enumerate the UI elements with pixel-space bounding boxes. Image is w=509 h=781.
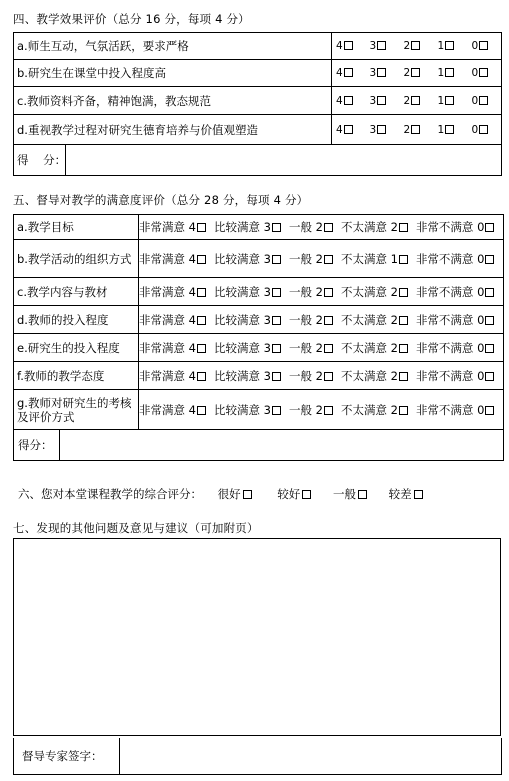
score-value: 3 <box>369 94 377 107</box>
score-option[interactable] <box>332 60 366 87</box>
checkbox[interactable] <box>272 344 281 353</box>
rating-label: 比较满意 3 <box>213 284 271 299</box>
rating-label: 非常不满意 0 <box>415 340 485 355</box>
rating-option[interactable] <box>214 403 281 417</box>
rating-label: 非常不满意 0 <box>415 251 485 266</box>
rating-label: 非常满意 4 <box>139 402 196 417</box>
checkbox[interactable] <box>485 255 494 264</box>
criterion-label: c.教师资料齐备，精神饱满，教态规范 <box>14 87 332 115</box>
checkbox[interactable] <box>414 490 423 499</box>
rating-label: 一般 2 <box>288 312 323 327</box>
checkbox[interactable] <box>272 316 281 325</box>
checkbox[interactable] <box>197 406 206 415</box>
rating-option[interactable] <box>214 313 281 327</box>
section6-title: 六、您对本堂课程教学的综合评分： <box>18 487 202 501</box>
score-option[interactable] <box>400 87 434 115</box>
rating-option[interactable] <box>289 285 333 299</box>
checkbox[interactable] <box>479 96 488 105</box>
score-option[interactable] <box>434 60 468 87</box>
score-option[interactable] <box>332 33 366 60</box>
rating-option[interactable] <box>139 313 206 327</box>
rating-label: 非常满意 4 <box>139 368 196 383</box>
checkbox[interactable] <box>324 372 333 381</box>
score-value: 2 <box>403 123 411 136</box>
checkbox[interactable] <box>399 316 408 325</box>
rating-label: 一般 2 <box>288 220 323 234</box>
checkbox[interactable] <box>302 490 311 499</box>
rating-label: 非常满意 4 <box>139 312 196 327</box>
criterion-label: e.研究生的投入程度 <box>14 334 139 362</box>
signature-field[interactable] <box>120 738 502 774</box>
checkbox[interactable] <box>399 223 408 232</box>
signature-label: 督导专家签字： <box>14 738 120 774</box>
score-value: 2 <box>403 67 411 79</box>
checkbox[interactable] <box>324 255 333 264</box>
checkbox[interactable] <box>344 125 353 134</box>
score-option[interactable] <box>434 87 468 115</box>
rating-option[interactable] <box>139 220 206 234</box>
rating-label: 不太满意 2 <box>340 340 398 355</box>
rating-label: 比较满意 3 <box>213 312 271 327</box>
checkbox[interactable] <box>272 223 281 232</box>
rating-options <box>139 215 504 240</box>
rating-option[interactable] <box>289 313 333 327</box>
score-option[interactable] <box>468 115 502 145</box>
table-row <box>14 60 502 87</box>
rating-option[interactable] <box>416 313 494 327</box>
score-option[interactable] <box>468 33 502 60</box>
checkbox[interactable] <box>324 316 333 325</box>
option-label: 较好 <box>277 487 301 501</box>
criterion-label: c.教学内容与教材 <box>14 278 139 306</box>
table-row <box>14 334 504 362</box>
table-row <box>14 390 504 430</box>
checkbox[interactable] <box>197 344 206 353</box>
rating-label: 一般 2 <box>288 251 323 266</box>
rating-label: 非常不满意 0 <box>415 220 485 234</box>
option-very-good[interactable] <box>218 487 252 501</box>
score-option[interactable] <box>332 87 366 115</box>
checkbox[interactable] <box>485 372 494 381</box>
checkbox[interactable] <box>197 288 206 297</box>
checkbox[interactable] <box>485 406 494 415</box>
checkbox[interactable] <box>399 288 408 297</box>
rating-option[interactable] <box>289 403 333 417</box>
rating-options <box>139 390 504 430</box>
checkbox[interactable] <box>485 288 494 297</box>
option-good[interactable] <box>277 487 311 501</box>
rating-label: 不太满意 2 <box>340 220 398 234</box>
comments-textarea[interactable] <box>13 538 501 736</box>
criterion-label: b.研究生在课堂中投入程度高 <box>14 60 332 87</box>
checkbox[interactable] <box>485 344 494 353</box>
rating-label: 非常不满意 0 <box>415 368 485 383</box>
score-value: 4 <box>336 67 343 79</box>
score-value: 4 <box>336 94 343 107</box>
section4-table <box>13 32 502 176</box>
checkbox[interactable] <box>344 96 353 105</box>
score-value: 1 <box>437 94 445 107</box>
score-row <box>14 145 502 176</box>
option-label: 一般 <box>332 487 356 501</box>
rating-label: 一般 2 <box>288 368 323 383</box>
criterion-label: b.教学活动的组织方式 <box>14 240 139 278</box>
checkbox[interactable] <box>479 68 488 77</box>
checkbox[interactable] <box>377 41 386 50</box>
rating-option[interactable] <box>214 220 281 234</box>
rating-label: 一般 2 <box>288 402 323 417</box>
overall-rating <box>18 486 423 502</box>
table-row <box>14 278 504 306</box>
checkbox[interactable] <box>399 344 408 353</box>
table-row <box>14 306 504 334</box>
rating-option[interactable] <box>289 252 333 266</box>
table-row <box>14 33 502 60</box>
score-value: 0 <box>471 123 479 136</box>
score-value: 1 <box>437 123 445 136</box>
checkbox[interactable] <box>324 344 333 353</box>
checkbox[interactable] <box>411 68 420 77</box>
rating-option[interactable] <box>341 341 408 355</box>
rating-option[interactable] <box>341 252 408 266</box>
rating-options <box>139 306 504 334</box>
rating-option[interactable] <box>139 369 206 383</box>
checkbox[interactable] <box>197 316 206 325</box>
checkbox[interactable] <box>197 223 206 232</box>
option-label: 较差 <box>388 487 412 501</box>
score-option[interactable] <box>400 115 434 145</box>
checkbox[interactable] <box>324 223 333 232</box>
rating-option[interactable] <box>416 220 494 234</box>
rating-option[interactable] <box>289 341 333 355</box>
section7-title: 七、发现的其他问题及意见与建议（可加附页） <box>13 521 259 535</box>
rating-label: 不太满意 2 <box>340 402 398 417</box>
rating-option[interactable] <box>341 313 408 327</box>
checkbox[interactable] <box>411 96 420 105</box>
score-option[interactable] <box>434 33 468 60</box>
checkbox[interactable] <box>377 68 386 77</box>
score-value: 0 <box>471 40 479 52</box>
checkbox[interactable] <box>324 288 333 297</box>
criterion-label: g.教师对研究生的考核及评价方式 <box>14 390 139 430</box>
rating-option[interactable] <box>139 285 206 299</box>
score-value: 0 <box>471 67 479 79</box>
checkbox[interactable] <box>197 255 206 264</box>
rating-option[interactable] <box>214 252 281 266</box>
score-value: 4 <box>336 123 343 136</box>
table-row <box>14 115 502 145</box>
checkbox[interactable] <box>272 288 281 297</box>
score-value: 0 <box>471 94 479 107</box>
rating-label: 非常不满意 0 <box>415 284 485 299</box>
checkbox[interactable] <box>479 41 488 50</box>
checkbox[interactable] <box>344 41 353 50</box>
criterion-label: d.重视教学过程对研究生德育培养与价值观塑造 <box>14 115 332 145</box>
rating-label: 一般 2 <box>288 340 323 355</box>
rating-options <box>139 278 504 306</box>
checkbox[interactable] <box>399 372 408 381</box>
checkbox[interactable] <box>272 372 281 381</box>
rating-option[interactable] <box>214 285 281 299</box>
checkbox[interactable] <box>445 41 454 50</box>
option-label: 很好 <box>217 487 241 501</box>
rating-label: 比较满意 3 <box>213 402 271 417</box>
rating-option[interactable] <box>341 369 408 383</box>
rating-option[interactable] <box>214 341 281 355</box>
criterion-label: d.教师的投入程度 <box>14 306 139 334</box>
rating-option[interactable] <box>139 403 206 417</box>
criterion-label: a.师生互动，气氛活跃，要求严格 <box>14 33 332 60</box>
rating-label: 非常不满意 0 <box>415 402 485 417</box>
rating-label: 比较满意 3 <box>213 340 271 355</box>
rating-label: 不太满意 2 <box>340 312 398 327</box>
rating-options <box>139 240 504 278</box>
checkbox[interactable] <box>485 316 494 325</box>
score-value: 3 <box>369 123 377 136</box>
checkbox[interactable] <box>377 96 386 105</box>
section5-table <box>13 214 504 461</box>
checkbox[interactable] <box>243 490 252 499</box>
rating-label: 非常满意 4 <box>139 251 196 266</box>
score-value: 2 <box>403 94 411 107</box>
criterion-label: a.教学目标 <box>14 215 139 240</box>
rating-option[interactable] <box>416 403 494 417</box>
score-value: 3 <box>369 40 377 52</box>
rating-option[interactable] <box>341 403 408 417</box>
checkbox[interactable] <box>399 255 408 264</box>
checkbox[interactable] <box>445 125 454 134</box>
rating-label: 不太满意 2 <box>340 284 398 299</box>
rating-option[interactable] <box>214 369 281 383</box>
score-value: 1 <box>437 40 445 52</box>
rating-option[interactable] <box>139 252 206 266</box>
score-row <box>14 430 504 461</box>
checkbox[interactable] <box>399 406 408 415</box>
score-value: 2 <box>403 40 411 52</box>
score-option[interactable] <box>400 33 434 60</box>
table-row <box>14 362 504 390</box>
score-option[interactable] <box>366 87 400 115</box>
checkbox[interactable] <box>479 125 488 134</box>
checkbox[interactable] <box>411 41 420 50</box>
table-row <box>14 240 504 278</box>
score-value: 4 <box>336 40 343 52</box>
score-value: 3 <box>369 67 377 79</box>
rating-option[interactable] <box>139 341 206 355</box>
signature-table <box>13 738 502 775</box>
rating-label: 非常不满意 0 <box>415 312 485 327</box>
rating-option[interactable] <box>289 369 333 383</box>
section4-title: 四、教学效果评价（总分 16 分，每项 4 分） <box>13 12 250 26</box>
rating-option[interactable] <box>416 369 494 383</box>
score-option[interactable] <box>434 115 468 145</box>
checkbox[interactable] <box>411 125 420 134</box>
score-option[interactable] <box>366 33 400 60</box>
checkbox[interactable] <box>324 406 333 415</box>
rating-label: 不太满意 1 <box>340 251 398 266</box>
checkbox[interactable] <box>272 406 281 415</box>
score-value: 1 <box>437 67 445 79</box>
rating-options <box>139 362 504 390</box>
option-poor[interactable] <box>389 487 423 501</box>
rating-label: 比较满意 3 <box>213 251 271 266</box>
criterion-label: f.教师的教学态度 <box>14 362 139 390</box>
rating-label: 比较满意 3 <box>213 368 271 383</box>
checkbox[interactable] <box>358 490 367 499</box>
rating-label: 比较满意 3 <box>213 220 271 234</box>
rating-option[interactable] <box>416 252 494 266</box>
rating-option[interactable] <box>341 220 408 234</box>
rating-label: 非常满意 4 <box>139 220 196 234</box>
score-option[interactable] <box>400 60 434 87</box>
section5-title: 五、督导对教学的满意度评价（总分 28 分，每项 4 分） <box>13 193 309 207</box>
table-row <box>14 215 504 240</box>
score-option[interactable] <box>366 115 400 145</box>
score-option[interactable] <box>468 87 502 115</box>
table-row <box>14 87 502 115</box>
checkbox[interactable] <box>445 68 454 77</box>
checkbox[interactable] <box>445 96 454 105</box>
checkbox[interactable] <box>272 255 281 264</box>
rating-label: 不太满意 2 <box>340 368 398 383</box>
rating-option[interactable] <box>289 220 333 234</box>
rating-label: 非常满意 4 <box>139 284 196 299</box>
checkbox[interactable] <box>344 68 353 77</box>
score-option[interactable] <box>332 115 366 145</box>
checkbox[interactable] <box>485 223 494 232</box>
score-option[interactable] <box>366 60 400 87</box>
score-option[interactable] <box>468 60 502 87</box>
score-label: 得 分： <box>14 145 66 175</box>
rating-option[interactable] <box>416 341 494 355</box>
checkbox[interactable] <box>197 372 206 381</box>
option-average[interactable] <box>333 487 367 501</box>
rating-option[interactable] <box>341 285 408 299</box>
checkbox[interactable] <box>377 125 386 134</box>
rating-label: 一般 2 <box>288 284 323 299</box>
rating-option[interactable] <box>416 285 494 299</box>
score-label: 得分： <box>14 430 60 460</box>
rating-label: 非常满意 4 <box>139 340 196 355</box>
rating-options <box>139 334 504 362</box>
